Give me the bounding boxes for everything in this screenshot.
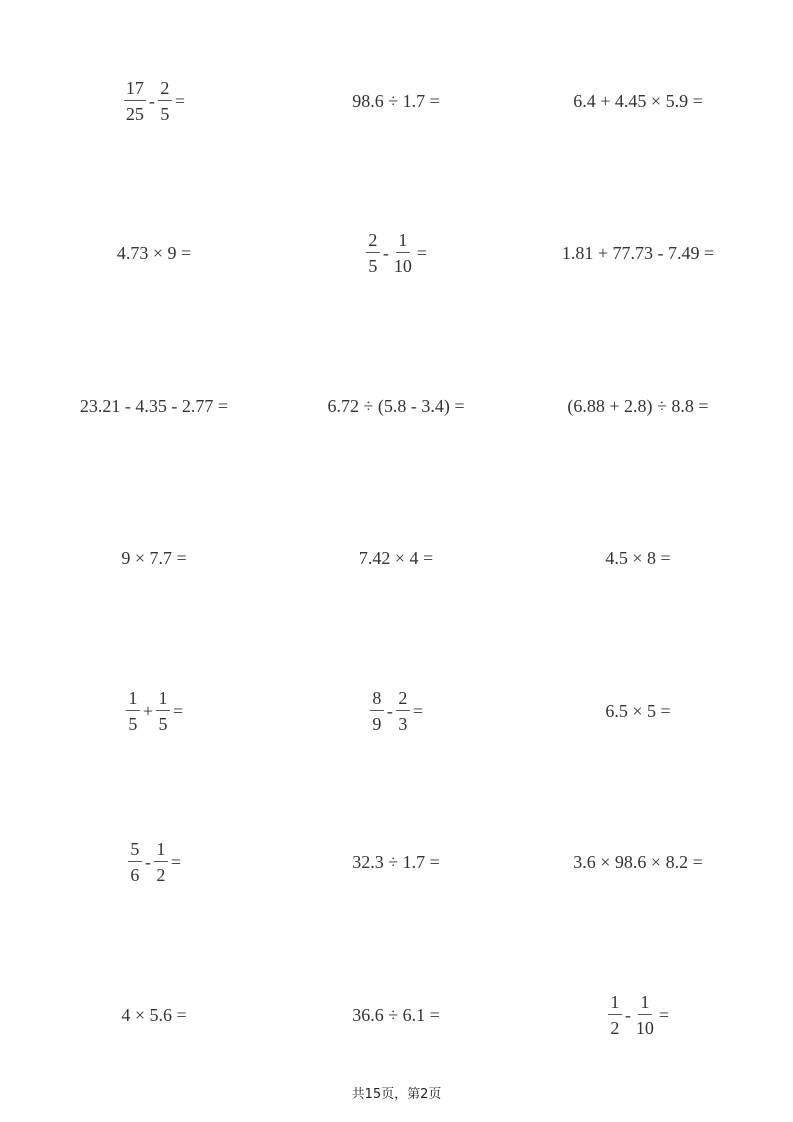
- fraction-numerator: 1: [608, 993, 622, 1015]
- problem-4-a: 9 × 7.7 =: [121, 547, 187, 568]
- fraction-numerator: 1: [396, 231, 410, 253]
- fraction-1: [124, 79, 146, 123]
- page-footer: 共15页，第2页: [351, 1087, 442, 1102]
- problem-5-b: [369, 681, 423, 741]
- fraction-denominator: 9: [372, 714, 382, 734]
- problem-7-c: [607, 985, 669, 1045]
- fraction-denominator: 5: [368, 256, 378, 276]
- operator: -: [386, 700, 393, 721]
- fraction-2: [156, 689, 170, 733]
- equals-sign: =: [658, 1004, 670, 1025]
- problem-6-c: 3.6 × 98.6 × 8.2 =: [573, 851, 703, 872]
- fraction-denominator: 10: [635, 1018, 654, 1038]
- problem-3-a: 23.21 - 4.35 - 2.77 =: [79, 395, 229, 416]
- problem-7-b: 36.6 ÷ 6.1 =: [352, 1004, 440, 1025]
- problem-6-a: [127, 832, 181, 892]
- problem-2-b: [365, 223, 427, 283]
- problem-2-c: 1.81 + 77.73 - 7.49 =: [561, 242, 715, 263]
- problem-row-2: [0, 223, 793, 283]
- equals-sign: =: [173, 700, 184, 721]
- fraction-2: [158, 79, 172, 123]
- fraction-numerator: 1: [638, 993, 652, 1015]
- problem-1-a: [123, 71, 185, 131]
- problem-3-b: 6.72 ÷ (5.8 - 3.4) =: [327, 395, 465, 416]
- fraction-2: [392, 231, 414, 275]
- fraction-denominator: 6: [130, 865, 140, 885]
- problem-1-c: 6.4 + 4.45 × 5.9 =: [573, 90, 703, 111]
- problem-7-a: 4 × 5.6 =: [121, 1004, 187, 1025]
- fraction-numerator: 8: [370, 689, 384, 711]
- operator: -: [382, 242, 389, 263]
- fraction-denominator: 2: [156, 865, 166, 885]
- fraction-2: [634, 993, 656, 1037]
- fraction-2: [154, 840, 168, 884]
- equals-sign: =: [170, 851, 182, 872]
- fraction-denominator: 10: [393, 256, 412, 276]
- fraction-1: [126, 689, 140, 733]
- fraction-denominator: 2: [610, 1018, 620, 1038]
- equals-sign: =: [416, 242, 428, 263]
- problem-row-5: [0, 681, 793, 741]
- fraction-numerator: 17: [124, 79, 146, 101]
- operator: -: [624, 1004, 631, 1025]
- fraction-1: [370, 689, 384, 733]
- problem-4-b: 7.42 × 4 =: [358, 547, 434, 568]
- problem-4-c: 4.5 × 8 =: [605, 547, 671, 568]
- fraction-1: [608, 993, 622, 1037]
- fraction-denominator: 3: [398, 714, 408, 734]
- fraction-numerator: 1: [154, 840, 168, 862]
- operator: +: [142, 700, 153, 721]
- fraction-denominator: 25: [125, 104, 144, 124]
- problem-row-1: [0, 71, 793, 131]
- fraction-denominator: 5: [160, 104, 170, 124]
- fraction-numerator: 5: [128, 840, 142, 862]
- fraction-numerator: 1: [156, 689, 170, 711]
- problem-3-c: (6.88 + 2.8) ÷ 8.8 =: [567, 395, 709, 416]
- fraction-1: [128, 840, 142, 884]
- equals-sign: =: [412, 700, 424, 721]
- problem-row-6: [0, 832, 793, 892]
- problem-6-b: 32.3 ÷ 1.7 =: [352, 851, 440, 872]
- operator: -: [148, 90, 155, 111]
- fraction-2: [396, 689, 410, 733]
- problem-5-a: [125, 681, 183, 741]
- fraction-denominator: 5: [158, 714, 168, 734]
- fraction-numerator: 2: [366, 231, 380, 253]
- fraction-numerator: 1: [126, 689, 140, 711]
- problem-2-a: 4.73 × 9 =: [116, 242, 192, 263]
- problem-row-4: [0, 528, 793, 588]
- problem-row-7: [0, 985, 793, 1045]
- fraction-1: [366, 231, 380, 275]
- problem-1-b: 98.6 ÷ 1.7 =: [352, 90, 440, 111]
- fraction-denominator: 5: [128, 714, 138, 734]
- problem-row-3: [0, 376, 793, 436]
- equals-sign: =: [174, 90, 186, 111]
- fraction-numerator: 2: [158, 79, 172, 101]
- operator: -: [144, 851, 151, 872]
- fraction-numerator: 2: [396, 689, 410, 711]
- problem-5-c: 6.5 × 5 =: [605, 700, 671, 721]
